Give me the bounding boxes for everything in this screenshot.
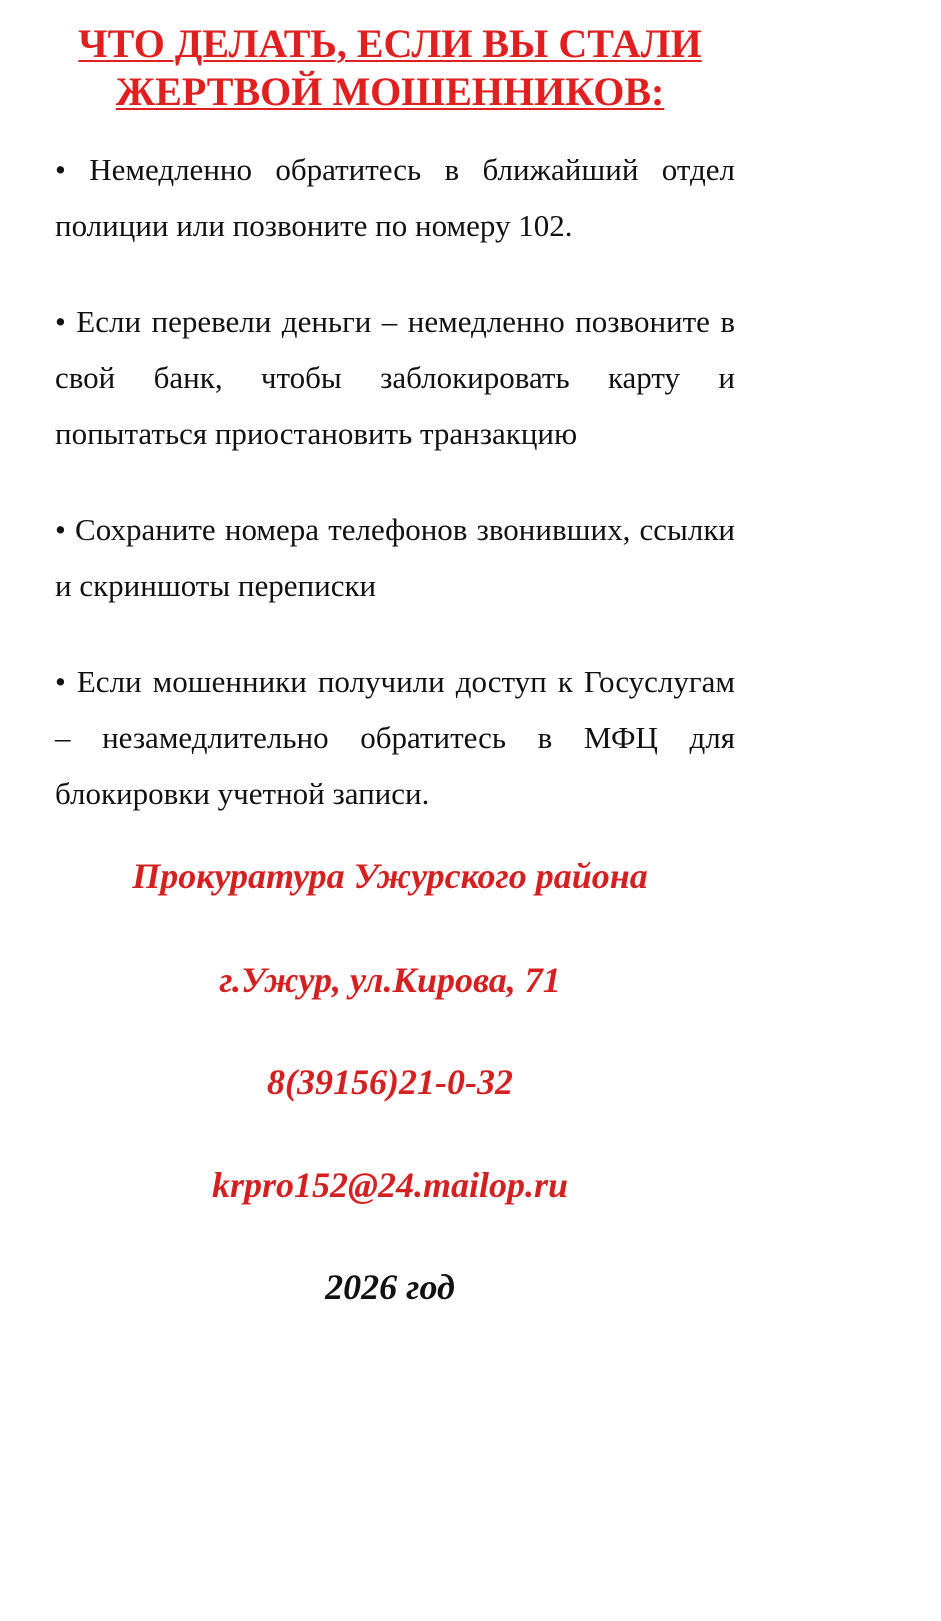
advice-item-gosuslugi: • Если мошенники получили доступ к Госуслугам – незамедлительно обратитесь в МФЦ для блокировки учетной записи.	[55, 664, 735, 811]
title-line-2: ЖЕРТВОЙ МОШЕННИКОВ:	[115, 69, 665, 114]
page-title	[0, 20, 780, 116]
advice-list	[55, 142, 735, 862]
title-line-1: ЧТО ДЕЛАТЬ, ЕСЛИ ВЫ СТАЛИ	[78, 21, 702, 66]
advice-item-bank: • Если перевели деньги – немедленно позвоните в свой банк, чтобы заблокировать карту и попытаться приостановить транзакцию	[55, 304, 735, 451]
advice-item-police: • Немедленно обратитесь в ближайший отдел полиции или позвоните по номеру 102.	[55, 152, 735, 243]
advice-item-evidence: • Сохраните номера телефонов звонивших, ссылки и скриншоты переписки	[55, 512, 735, 603]
organization-address: г.Ужур, ул.Кирова, 71	[219, 960, 561, 1000]
organization-phone: 8(39156)21-0-32	[267, 1062, 513, 1102]
organization-name: Прокуратура Ужурского района	[132, 856, 648, 896]
organization-email: krpro152@24.mailop.ru	[211, 1165, 568, 1205]
year-label: 2026 год	[325, 1267, 455, 1307]
